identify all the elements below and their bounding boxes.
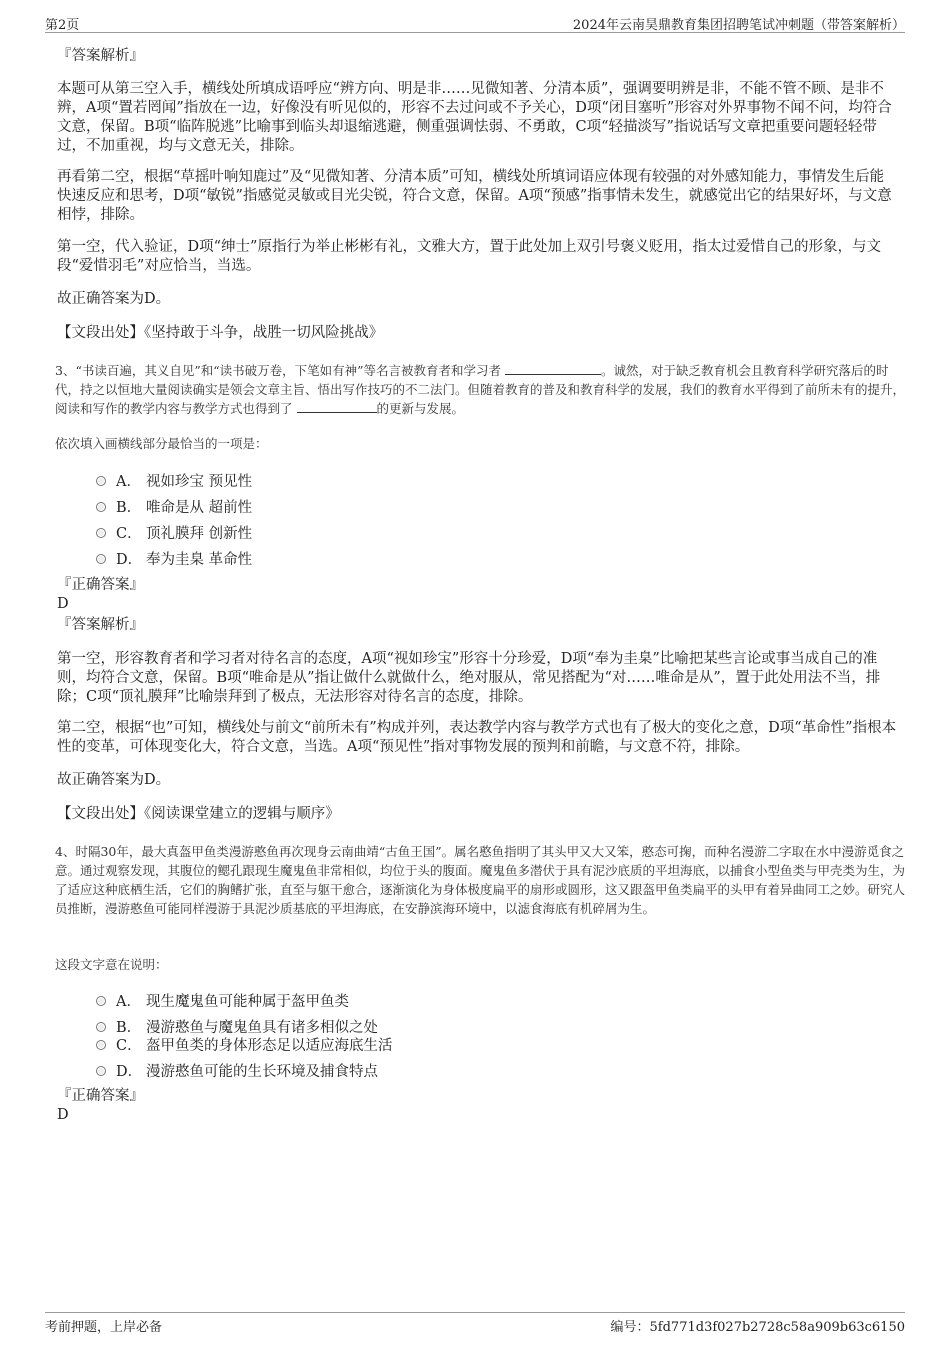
q4-option-b[interactable]: B． 漫游憨鱼与魔鬼鱼具有诸多相似之处 xyxy=(96,1016,378,1036)
document-title: 2024年云南昊鼎教育集团招聘笔试冲刺题（带答案解析） xyxy=(572,18,905,33)
q3-blank-1 xyxy=(505,362,601,375)
q3-answer-label: 『正确答案』 xyxy=(57,577,144,593)
q2-analysis-p2: 再看第二空，根据“草摇叶响知鹿过”及“见微知著、分清本质”可知，横线处所填词语应体现有较强的对外感知能力，事情发生后能快速反应和思考，D项“敏锐”指感觉灵敏或目光尖锐，符合文意，保留。A项“预感”指事情未发生，就感觉出它的结果好坏，与文意相悖，排除。 xyxy=(57,169,892,223)
q4-option-a[interactable]: A． 现生魔鬼鱼可能种属于盔甲鱼类 xyxy=(96,990,349,1010)
q3-analysis-p1: 第一空，形容教育者和学习者对待名言的态度，A项“视如珍宝”形容十分珍爱，D项“奉为圭臬”比喻把某些言论或事当成自己的准则，均符合文意，保留。B项“唯命是从”指让做什么就做什么，绝对服从，常见搭配为“对……唯命是从”，置于此处用法不当，排除；C项“顶礼膜拜”比喻崇拜到了极点，无法形容对待名言的态度，排除。 xyxy=(57,651,881,705)
document-id: 编号：5fd771d3f027b2728c58a909b63c6150 xyxy=(610,1320,905,1335)
q3-option-c[interactable]: C． 顶礼膜拜 创新性 xyxy=(96,522,252,542)
q2-analysis-p1: 本题可从第三空入手，横线处所填成语呼应“辨方向、明是非……见微知著、分清本质”，强调要明辨是非，不能不管不顾、是非不辨，A项“置若罔闻”指放在一边，好像没有听见似的，形容不去过问或不予关心，D项“闭目塞听”形容对外界事物不闻不问，均符合文意，保留。B项“临阵脱逃”比喻事到临头却退缩逃避，侧重强调怯弱、不勇敢，C项“轻描淡写”指说话写文章把重要问题轻轻带过，不加重视，均与文意无关，排除。 xyxy=(57,81,892,154)
q4-prompt: 这段文字意在说明： xyxy=(55,957,168,972)
q2-analysis-p3: 第一空，代入验证，D项“绅士”原指行为举止彬彬有礼，文雅大方，置于此处加上双引号褒义贬用，指太过爱惜自己的形象，与文段“爱惜羽毛”对应恰当，当选。 xyxy=(57,239,881,274)
page-header xyxy=(45,12,905,33)
q2-source: 【文段出处】《坚持敢于斗争，战胜一切风险挑战》 xyxy=(57,325,384,341)
q3-answer: D xyxy=(57,596,69,612)
radio-icon[interactable] xyxy=(96,476,106,486)
radio-icon[interactable] xyxy=(96,1066,106,1076)
radio-icon[interactable] xyxy=(96,554,106,564)
q3-prompt: 依次填入画横线部分最恰当的一项是： xyxy=(55,436,268,451)
q4-question-text: 4、时隔30年，最大真盔甲鱼类漫游憨鱼再次现身云南曲靖“古鱼王国”。属名憨鱼指明了其头甲又大又笨，憨态可掬，而种名漫游二字取在水中漫游觅食之意。通过观察发现，其腹位的鳃孔跟现生魔鬼鱼非常相似，均位于头的腹面。魔鬼鱼多潜伏于具有泥沙底质的平坦海底，以捕食小型鱼类与甲壳类为生，为了适应这种底栖生活，它们的胸鳍扩张，直至与躯干愈合，逐渐演化为身体极度扁平的扇形或圆形，这又跟盔甲鱼类扁平的头甲有着异曲同工之妙。研究人员推断，漫游憨鱼可能同样漫游于具泥沙质基底的平坦海底，在安静滨海环境中，以滤食海底有机碎屑为生。 xyxy=(55,844,906,916)
radio-icon[interactable] xyxy=(96,1040,106,1050)
footer-slogan: 考前押题，上岸必备 xyxy=(45,1320,163,1335)
radio-icon[interactable] xyxy=(96,528,106,538)
q3-analysis-p2: 第二空，根据“也”可知，横线处与前文“前所未有”构成并列，表达教学内容与教学方式也有了极大的变化之意，D项“革命性”指根本性的变革，可体现变化大，符合文意，当选。A项“预见性”指对事物发展的预判和前瞻，与文意不符，排除。 xyxy=(57,720,897,755)
q3-question-text: 3、“书读百遍，其义自见”和“读书破万卷，下笔如有神”等名言被教育者和学习者 。诚然，对于缺乏教育机会且教育科学研究落后的时代，持之以恒地大量阅读确实是领会文章主旨、悟出写作技巧的不二法门。但随着教育的普及和教育科学的发展，我们的教育水平得到了前所未有的提升，阅读和写作的教学内容与教学方式也得到了 的更新与发展。 xyxy=(55,363,906,416)
q2-analysis-label: 『答案解析』 xyxy=(57,48,144,64)
q4-option-c[interactable]: C． 盔甲鱼类的身体形态足以适应海底生活 xyxy=(96,1034,393,1054)
radio-icon[interactable] xyxy=(96,502,106,512)
q3-option-a[interactable]: A． 视如珍宝 预见性 xyxy=(96,470,252,490)
q3-source: 【文段出处】《阅读课堂建立的逻辑与顺序》 xyxy=(57,806,340,822)
page-number: 第2页 xyxy=(45,18,80,33)
q4-answer: D xyxy=(57,1107,69,1123)
page-footer xyxy=(45,1312,905,1333)
radio-icon[interactable] xyxy=(96,1022,106,1032)
q3-conclusion: 故正确答案为D。 xyxy=(57,772,171,788)
q2-conclusion: 故正确答案为D。 xyxy=(57,291,171,307)
q3-analysis-label: 『答案解析』 xyxy=(57,617,144,633)
q3-blank-2 xyxy=(297,400,377,413)
q4-option-d[interactable]: D． 漫游憨鱼可能的生长环境及捕食特点 xyxy=(96,1060,378,1080)
q3-option-b[interactable]: B． 唯命是从 超前性 xyxy=(96,496,252,516)
q3-option-d[interactable]: D． 奉为圭臬 革命性 xyxy=(96,548,252,568)
q4-answer-label: 『正确答案』 xyxy=(57,1088,144,1104)
radio-icon[interactable] xyxy=(96,996,106,1006)
